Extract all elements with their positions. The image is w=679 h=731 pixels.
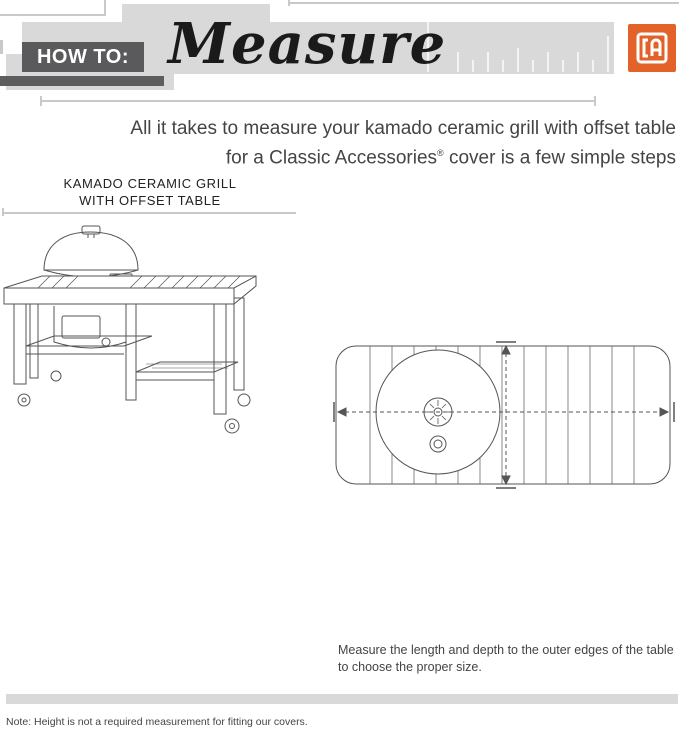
kamado-grill-illustration — [2, 224, 258, 436]
grill-title-rule — [2, 212, 296, 214]
subtitle-line-1: All it takes to measure your kamado ceramic grill with offset table — [130, 118, 676, 139]
subtitle — [40, 116, 676, 170]
subtitle-line-2-prefix: for a Classic Accessories — [225, 147, 438, 169]
top-right-tick — [288, 0, 290, 6]
header-under-tick-left — [40, 96, 42, 106]
subtitle-line-2-suffix: cover is a few simple steps — [443, 147, 676, 169]
grill-title-line-1: KAMADO CERAMIC GRILL — [63, 176, 237, 191]
instruction-text: Measure the length and depth to the outer edges of the table to choose the proper size. — [338, 643, 674, 674]
header-under-tick-right — [594, 96, 596, 106]
howto-label: HOW TO: — [22, 42, 144, 72]
subtitle-line-2 — [40, 141, 676, 170]
top-left-rule — [0, 14, 104, 16]
top-view-measurement-diagram — [330, 340, 678, 492]
grill-title-line-2: WITH OFFSET TABLE — [79, 193, 221, 208]
classic-accessories-logo-icon — [628, 24, 676, 72]
bottom-gray-band — [6, 694, 678, 704]
registered-mark: ® — [437, 148, 444, 158]
grill-title-rule-tick — [2, 208, 4, 216]
top-left-tick — [104, 0, 106, 16]
header-under-rule — [40, 100, 596, 102]
ruler-graphic — [420, 22, 614, 74]
page-title: Measure — [168, 11, 447, 77]
grill-title — [40, 175, 260, 209]
header-dark-band — [0, 76, 164, 86]
header-left-bar — [0, 40, 3, 54]
top-right-rule — [288, 2, 679, 4]
footnote: Note: Height is not a required measurement for fitting our covers. — [6, 716, 308, 728]
